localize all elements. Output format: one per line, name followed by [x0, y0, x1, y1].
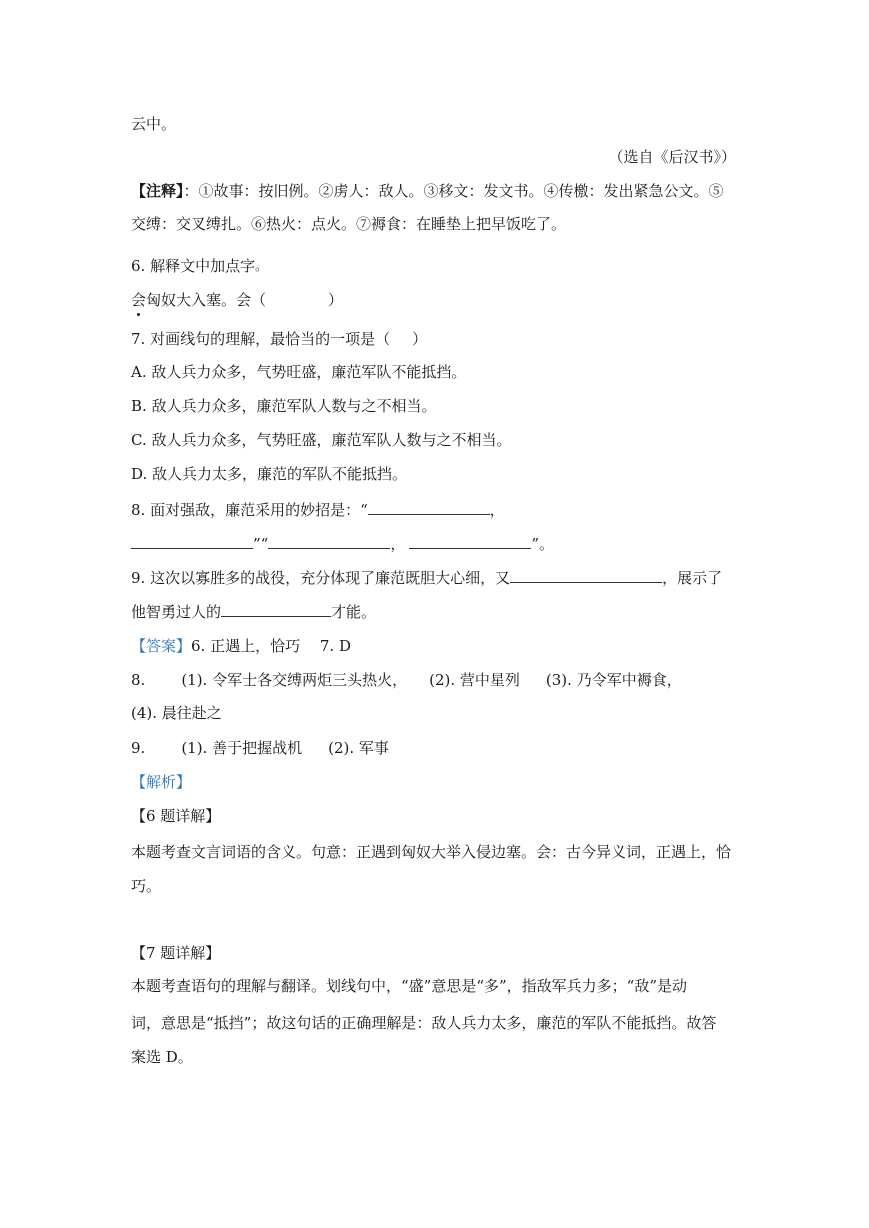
question-8-end: ”。 [531, 535, 555, 553]
answer-8-part-1: (1). 令军士各交缚两炬三头热火， [181, 671, 408, 689]
question-9-text: 9. 这次以寡胜多的战役，充分体现了廉范既胆大心细，又 [131, 569, 511, 587]
source-citation: （选自《后汉书》） [608, 148, 736, 166]
answer-text: 6. 正遇上，恰巧 7. D [191, 637, 351, 655]
question-6-prompt-end: 。 [255, 259, 268, 273]
answer-9-part-2: (2). 军事 [328, 739, 389, 757]
question-6-prompt [131, 256, 267, 276]
notes-label: 【注释】 [131, 182, 184, 200]
q7-detail-line-3: 案选 D。 [131, 1048, 193, 1066]
q6-detail-title: 【6 题详解】 [131, 807, 221, 825]
answer-8-part-4: (4). 晨往赴之 [131, 704, 222, 722]
question-9-line-2 [131, 602, 376, 622]
question-8-comma-1: ， [489, 501, 505, 519]
question-6-item-text: 匈奴大入塞。会（ [146, 291, 267, 309]
question-8-mid: ”“ [253, 535, 269, 553]
question-7-option-d: D. 敌人兵力太多，廉范的军队不能抵挡。 [131, 465, 408, 483]
question-8-line-2 [131, 534, 554, 554]
question-7-prompt [131, 329, 427, 349]
question-7-option-c: C. 敌人兵力众多，气势旺盛，廉范军队人数与之不相当。 [131, 431, 512, 449]
answer-blank-3[interactable] [268, 534, 390, 549]
question-9-mid: ，展示了 [662, 569, 723, 587]
answer-label: 【答案】 [131, 637, 192, 655]
answer-9-number: 9. [131, 739, 146, 757]
q6-detail-line-2: 巧。 [131, 877, 162, 895]
notes-line-2: 交缚：交叉缚扎。⑥热火：点火。⑦褥食：在睡垫上把早饭吃了。 [131, 215, 567, 233]
analysis-label: 【解析】 [131, 773, 192, 791]
notes-text-1: ：①故事：按旧例。②虏人：敌人。③移文：发文书。④传檄：发出紧急公文。⑤ [183, 182, 724, 200]
question-6-item-close: ） [328, 291, 344, 309]
answer-blank-4[interactable] [409, 534, 531, 549]
answer-8-part-3: (3). 乃令军中褥食， [545, 671, 682, 689]
question-8-text: 8. 面对强敌，廉范采用的妙招是：“ [131, 501, 368, 519]
answer-line [131, 636, 351, 656]
question-7-option-a: A. 敌人兵力众多，气势旺盛，廉范军队不能抵挡。 [131, 363, 467, 381]
answer-blank-5[interactable] [510, 568, 662, 583]
answer-8-number: 8. [131, 671, 146, 689]
question-9-line-2-start: 他智勇过人的 [131, 603, 222, 621]
q6-detail-line-1: 本题考查文言词语的含义。句意：正遇到匈奴大举入侵边塞。会：古今异义词，正遇上，恰 [131, 843, 732, 861]
question-8-line-1 [131, 500, 505, 520]
notes-line-1 [131, 181, 724, 201]
passage-end: 云中。 [131, 115, 177, 133]
answer-blank-1[interactable] [368, 500, 490, 515]
answer-8-line-1 [131, 670, 682, 690]
answer-8-part-2: (2). 营中星列 [429, 671, 520, 689]
question-7-text: 7. 对画线句的理解，最恰当的一项是（ [131, 330, 391, 348]
question-7-option-b: B. 敌人兵力众多，廉范军队人数与之不相当。 [131, 397, 437, 415]
question-6-item [131, 290, 343, 310]
dotted-character: 会 [131, 291, 147, 309]
q7-detail-line-1: 本题考查语句的理解与翻译。划线句中，“盛”意思是“多”，指敌军兵力多；“敌”是动 [131, 977, 688, 995]
answer-blank-6[interactable] [221, 602, 331, 617]
question-8-comma-2: ， [390, 535, 406, 553]
q7-detail-title: 【7 题详解】 [131, 944, 221, 962]
q7-detail-line-2: 词，意思是“抵挡”；故这句话的正确理解是：敌人兵力太多，廉范的军队不能抵挡。故答 [131, 1014, 717, 1032]
answer-blank-2[interactable] [131, 534, 253, 549]
question-9-line-1 [131, 568, 722, 588]
answer-9-part-1: (1). 善于把握战机 [181, 739, 303, 757]
question-9-line-2-end: 才能。 [331, 603, 377, 621]
question-7-prompt-close: ） [412, 330, 428, 348]
question-6-text: 6. 解释文中加点字 [131, 257, 256, 275]
answer-9-line [131, 738, 389, 758]
